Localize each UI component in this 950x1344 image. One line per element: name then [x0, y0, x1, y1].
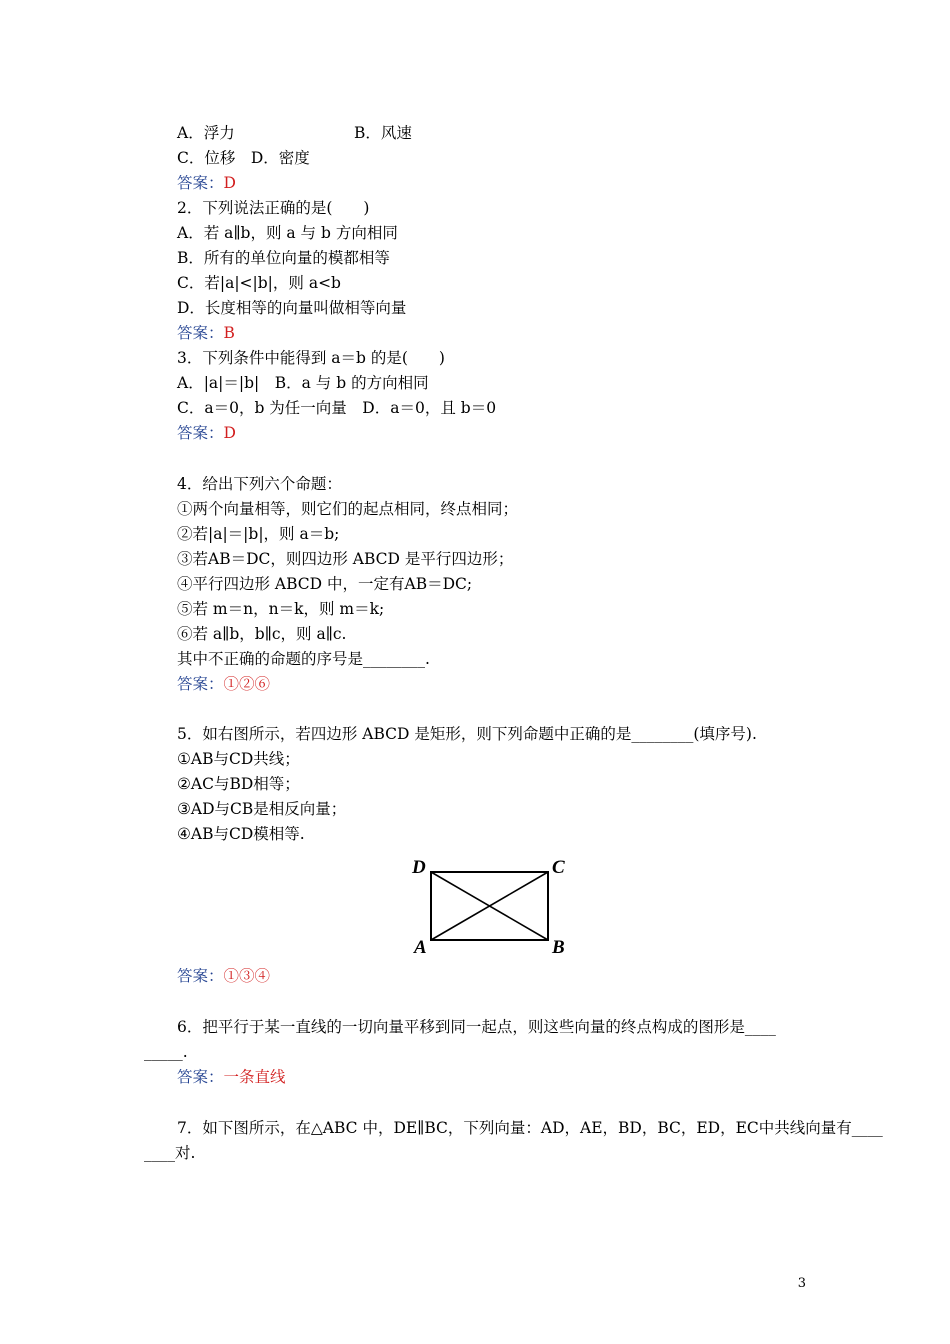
q1-option-a: A．浮力	[177, 124, 235, 142]
answer-value: ①③④	[223, 967, 271, 985]
q3-options-cd: C．a＝0，b 为任一向量 D．a＝0，且 b＝0	[177, 399, 497, 417]
q5-item-3: ③AD与CB是相反向量；	[177, 800, 347, 818]
q1-options-cd: C．位移 D．密度	[177, 149, 310, 167]
q4-proposition-4: ④平行四边形 ABCD 中，一定有AB＝DC;	[177, 575, 473, 593]
vertex-label-c: C	[552, 857, 565, 878]
answer-value: ①②⑥	[223, 675, 271, 693]
q4-proposition-3: ③若AB＝DC，则四边形 ABCD 是平行四边形；	[177, 550, 514, 568]
q4-proposition-5: ⑤若 m＝n，n＝k，则 m＝k;	[177, 600, 385, 618]
q7-stem: 7．如下图所示，在△ABC 中，DE∥BC，下列向量：AD，AE，BD，BC，ED，EC中共线向量有____	[177, 1119, 883, 1137]
vertex-label-b: B	[552, 937, 565, 958]
q3-answer	[177, 423, 236, 443]
answer-value: B	[223, 324, 235, 342]
q2-option-c: C．若|a|<|b|，则 a<b	[177, 274, 341, 292]
q3-options-ab: A．|a|＝|b| B．a 与 b 的方向相同	[177, 374, 429, 392]
q1-options-ab	[177, 123, 412, 143]
q4-proposition-2: ②若|a|＝|b|，则 a＝b;	[177, 525, 340, 543]
q4-stem: 4．给出下列六个命题：	[177, 475, 342, 493]
answer-label: 答案：	[177, 424, 224, 442]
answer-value: D	[223, 424, 236, 442]
page-number: 3	[797, 1276, 806, 1291]
answer-value: D	[223, 174, 236, 192]
q7-continuation: ____对.	[144, 1144, 196, 1162]
q2-option-d: D．长度相等的向量叫做相等向量	[177, 299, 407, 317]
answer-label: 答案：	[177, 324, 224, 342]
q4-ask: 其中不正确的命题的序号是________.	[177, 650, 430, 668]
q1-answer	[177, 173, 236, 193]
vertex-label-d: D	[412, 857, 426, 878]
q6-answer	[177, 1067, 286, 1087]
answer-label: 答案：	[177, 675, 224, 693]
q5-stem: 5．如右图所示，若四边形 ABCD 是矩形，则下列命题中正确的是________(填序号).	[177, 725, 757, 743]
q4-proposition-6: ⑥若 a∥b，b∥c，则 a∥c.	[177, 625, 347, 643]
q4-answer	[177, 674, 270, 694]
q2-option-a: A．若 a∥b，则 a 与 b 方向相同	[177, 224, 398, 242]
q2-answer	[177, 323, 235, 343]
q6-stem: 6．把平行于某一直线的一切向量平移到同一起点，则这些向量的终点构成的图形是____	[177, 1018, 776, 1036]
q5-item-2: ②AC与BD相等；	[177, 775, 300, 793]
vertex-label-a: A	[414, 937, 427, 958]
answer-label: 答案：	[177, 174, 224, 192]
q2-option-b: B．所有的单位向量的模都相等	[177, 249, 390, 267]
q2-stem: 2．下列说法正确的是( )	[177, 199, 370, 217]
q1-option-b: B．风速	[354, 124, 412, 142]
q3-stem: 3．下列条件中能得到 a＝b 的是( )	[177, 349, 445, 367]
answer-label: 答案：	[177, 1068, 224, 1086]
q6-continuation: _____.	[144, 1043, 188, 1061]
answer-label: 答案：	[177, 967, 224, 985]
q5-item-1: ①AB与CD共线；	[177, 750, 300, 768]
rectangle-abcd-figure	[405, 852, 575, 962]
q5-answer	[177, 966, 270, 986]
q5-item-4: ④AB与CD模相等.	[177, 825, 305, 843]
q4-proposition-1: ①两个向量相等，则它们的起点相同，终点相同；	[177, 500, 519, 518]
answer-value: 一条直线	[223, 1068, 286, 1086]
